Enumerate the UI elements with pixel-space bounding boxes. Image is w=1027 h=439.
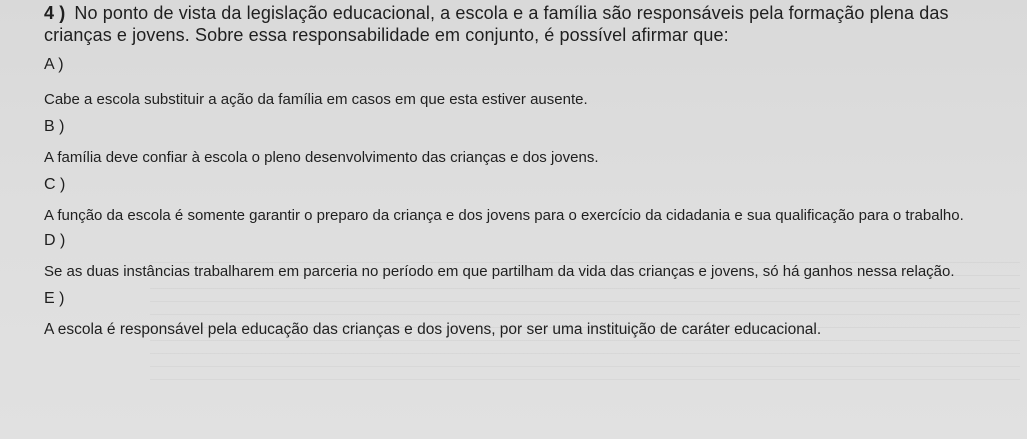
question-number: 4 ) xyxy=(44,3,66,23)
option-c-letter[interactable]: C ) xyxy=(44,176,66,193)
option-e-text[interactable]: A escola é responsável pela educação das crianças e dos jovens, por ser uma instituição de caráter educacional. xyxy=(44,321,822,338)
option-d[interactable] xyxy=(44,231,1019,281)
option-a[interactable] xyxy=(44,53,1019,109)
option-e[interactable] xyxy=(44,289,1019,339)
option-c-text[interactable]: A função da escola é somente garantir o preparo da criança e dos jovens para o exercício da cidadania e sua qualificação para o trabalho. xyxy=(44,207,964,224)
option-d-text[interactable]: Se as duas instâncias trabalharem em parceria no período em que partilham da vida das crianças e jovens, só há ganhos nessa relação. xyxy=(44,263,955,280)
option-b[interactable] xyxy=(44,117,1019,167)
option-d-letter[interactable]: D ) xyxy=(44,232,66,249)
question-text: No ponto de vista da legislação educacional, a escola e a família são responsáveis pela formação plena das crianças e jovens. Sobre essa responsabilidade em conjunto, é possível afirmar que: xyxy=(44,3,949,45)
option-a-text[interactable]: Cabe a escola substituir a ação da família em casos em que esta estiver ausente. xyxy=(44,91,588,108)
option-b-letter[interactable]: B ) xyxy=(44,118,65,135)
option-e-letter[interactable]: E ) xyxy=(44,290,65,307)
option-c[interactable] xyxy=(44,175,1019,225)
option-a-letter[interactable]: A ) xyxy=(44,56,64,73)
option-b-text[interactable]: A família deve confiar à escola o pleno desenvolvimento das crianças e dos jovens. xyxy=(44,149,599,166)
answer-options xyxy=(44,53,1019,339)
question-statement xyxy=(44,2,1019,46)
